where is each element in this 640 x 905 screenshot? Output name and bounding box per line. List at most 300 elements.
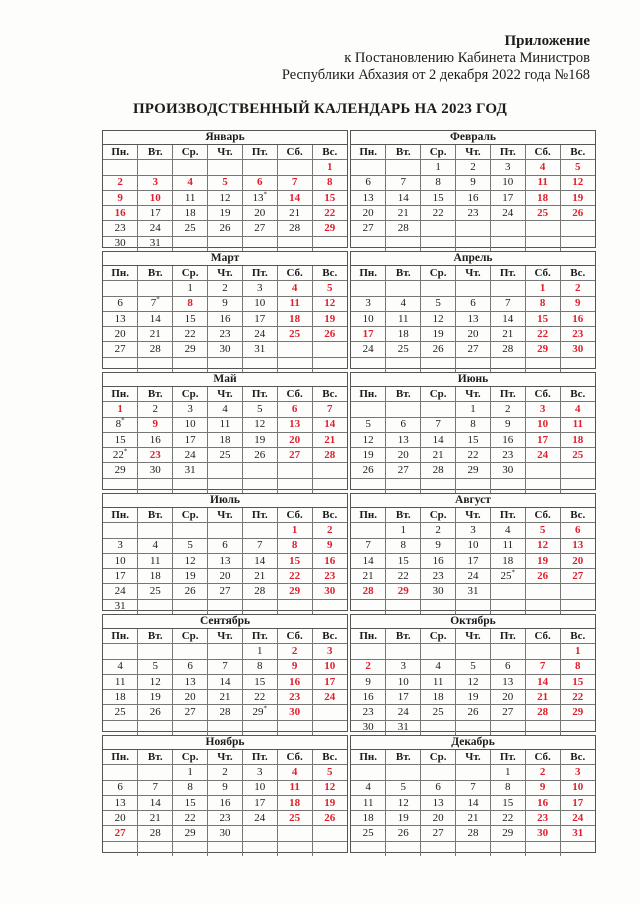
day-cell — [242, 720, 277, 735]
day-cell — [421, 644, 456, 659]
week-row — [103, 780, 347, 795]
day-cell: 18 — [277, 311, 312, 326]
day-cell — [351, 765, 386, 780]
day-cell: 12 — [351, 432, 386, 447]
day-cell: 11 — [277, 296, 312, 311]
day-cell: 2 — [351, 659, 386, 674]
day-cell: 24 — [560, 811, 595, 826]
day-cell: 9 — [103, 190, 138, 205]
day-cell: 31 — [103, 599, 138, 614]
day-cell: 16 — [421, 553, 456, 568]
day-cell: 26 — [456, 705, 491, 720]
day-cell: 13 — [103, 795, 138, 810]
weekday-header: Пн. — [351, 508, 386, 523]
weekday-header: Пн. — [351, 750, 386, 765]
week-row — [103, 765, 347, 780]
day-cell — [386, 765, 421, 780]
day-cell — [312, 826, 347, 841]
day-cell: 8 — [490, 780, 525, 795]
day-cell: 23 — [312, 569, 347, 584]
day-cell: 11 — [103, 674, 138, 689]
day-cell: 28 — [456, 826, 491, 841]
day-cell — [103, 160, 138, 175]
day-cell: 1 — [173, 281, 208, 296]
week-row — [351, 432, 595, 447]
day-cell — [490, 281, 525, 296]
day-cell — [103, 841, 138, 856]
day-cell: 19 — [456, 690, 491, 705]
day-cell: 17 — [456, 553, 491, 568]
week-row — [103, 236, 347, 251]
day-cell — [490, 236, 525, 251]
day-cell: 26 — [138, 705, 173, 720]
weekday-header: Ср. — [421, 508, 456, 523]
day-cell: 16 — [560, 311, 595, 326]
day-cell: 22* — [103, 448, 138, 463]
day-cell — [490, 841, 525, 856]
day-cell: 9 — [312, 538, 347, 553]
weekday-header: Вт. — [386, 387, 421, 402]
day-cell — [242, 523, 277, 538]
week-row — [351, 644, 595, 659]
week-row — [103, 281, 347, 296]
weekday-header: Пн. — [103, 750, 138, 765]
day-cell: 4 — [490, 523, 525, 538]
weekday-header: Ср. — [421, 145, 456, 160]
week-row — [103, 357, 347, 372]
day-cell: 15 — [312, 190, 347, 205]
weekday-header: Вс. — [560, 629, 595, 644]
day-cell: 14 — [312, 417, 347, 432]
day-cell: 19 — [386, 811, 421, 826]
week-row — [103, 826, 347, 841]
day-cell: 18 — [560, 432, 595, 447]
month-table — [351, 266, 595, 372]
day-cell: 19 — [421, 327, 456, 342]
day-cell: 16 — [456, 190, 491, 205]
day-cell — [242, 160, 277, 175]
day-cell — [421, 765, 456, 780]
weekday-header: Чт. — [456, 387, 491, 402]
week-row — [351, 417, 595, 432]
day-cell: 18 — [103, 690, 138, 705]
weekday-header: Пн. — [351, 629, 386, 644]
weekday-header: Вт. — [138, 266, 173, 281]
day-cell: 24 — [242, 811, 277, 826]
day-cell: 24 — [386, 705, 421, 720]
weekday-header-row — [351, 387, 595, 402]
day-cell — [351, 281, 386, 296]
day-cell — [103, 478, 138, 493]
day-cell: 15 — [456, 432, 491, 447]
day-cell: 28 — [312, 448, 347, 463]
day-cell: 5 — [312, 281, 347, 296]
day-cell — [208, 160, 243, 175]
asterisk-mark: * — [263, 189, 268, 198]
day-cell — [138, 765, 173, 780]
weekday-header: Пн. — [351, 387, 386, 402]
day-cell: 8* — [103, 417, 138, 432]
day-cell — [490, 720, 525, 735]
day-cell: 5 — [312, 765, 347, 780]
day-cell — [421, 599, 456, 614]
week-row — [103, 523, 347, 538]
day-cell: 6 — [351, 175, 386, 190]
week-row — [351, 221, 595, 236]
month-block — [102, 251, 348, 369]
day-cell: 13 — [351, 190, 386, 205]
week-row — [351, 523, 595, 538]
day-cell: 14 — [456, 795, 491, 810]
weekday-header: Сб. — [525, 266, 560, 281]
day-cell: 2 — [525, 765, 560, 780]
day-cell — [208, 644, 243, 659]
day-cell: 9 — [490, 417, 525, 432]
day-cell: 13 — [490, 674, 525, 689]
day-cell: 3 — [560, 765, 595, 780]
weekday-header-row — [103, 508, 347, 523]
day-cell — [277, 357, 312, 372]
day-cell: 25 — [386, 342, 421, 357]
day-cell — [138, 599, 173, 614]
day-cell: 21 — [277, 206, 312, 221]
week-row — [103, 569, 347, 584]
day-cell — [386, 402, 421, 417]
day-cell: 27 — [351, 221, 386, 236]
month-table — [351, 145, 595, 251]
day-cell: 20 — [208, 569, 243, 584]
day-cell — [386, 644, 421, 659]
day-cell: 20 — [421, 811, 456, 826]
weekday-header: Пн. — [103, 629, 138, 644]
day-cell: 11 — [560, 417, 595, 432]
day-cell: 12 — [138, 674, 173, 689]
day-cell: 4 — [351, 780, 386, 795]
weekday-header: Чт. — [208, 387, 243, 402]
day-cell: 29 — [386, 584, 421, 599]
day-cell — [277, 463, 312, 478]
week-row — [351, 765, 595, 780]
day-cell: 26 — [242, 448, 277, 463]
day-cell — [560, 221, 595, 236]
day-cell: 22 — [490, 811, 525, 826]
weekday-header: Вт. — [386, 508, 421, 523]
week-row — [103, 841, 347, 856]
day-cell: 4 — [138, 538, 173, 553]
day-cell — [173, 357, 208, 372]
day-cell — [490, 357, 525, 372]
day-cell — [456, 841, 491, 856]
asterisk-mark: * — [123, 447, 128, 456]
day-cell: 4 — [173, 175, 208, 190]
week-row — [351, 342, 595, 357]
weekday-header: Чт. — [456, 266, 491, 281]
day-cell — [490, 478, 525, 493]
week-row — [103, 478, 347, 493]
day-cell — [525, 221, 560, 236]
weekday-header-row — [351, 750, 595, 765]
day-cell: 21 — [312, 432, 347, 447]
week-row — [351, 357, 595, 372]
day-cell: 19 — [312, 311, 347, 326]
day-cell: 4 — [560, 402, 595, 417]
week-row — [103, 175, 347, 190]
day-cell: 3 — [490, 160, 525, 175]
weekday-header: Ср. — [173, 750, 208, 765]
day-cell: 27 — [277, 448, 312, 463]
day-cell — [456, 281, 491, 296]
week-row — [103, 599, 347, 614]
day-cell — [560, 720, 595, 735]
month-name: Январь — [103, 131, 347, 145]
weekday-header: Вс. — [312, 629, 347, 644]
day-cell: 27 — [560, 569, 595, 584]
day-cell: 9 — [456, 175, 491, 190]
day-cell: 18 — [277, 795, 312, 810]
day-cell: 20 — [103, 811, 138, 826]
day-cell: 5 — [351, 417, 386, 432]
weekday-header: Вт. — [386, 750, 421, 765]
weekday-header: Пн. — [103, 266, 138, 281]
day-cell: 21 — [421, 448, 456, 463]
day-cell — [351, 160, 386, 175]
day-cell: 18 — [173, 206, 208, 221]
weekday-header: Сб. — [277, 750, 312, 765]
day-cell — [456, 765, 491, 780]
day-cell: 2 — [103, 175, 138, 190]
day-cell: 2 — [312, 523, 347, 538]
day-cell: 27 — [208, 584, 243, 599]
weekday-header-row — [103, 145, 347, 160]
day-cell: 10 — [525, 417, 560, 432]
day-cell: 7 — [138, 780, 173, 795]
weekday-header: Чт. — [456, 629, 491, 644]
day-cell — [242, 357, 277, 372]
day-cell: 10 — [103, 553, 138, 568]
day-cell: 24 — [103, 584, 138, 599]
day-cell: 17 — [312, 674, 347, 689]
day-cell: 2 — [208, 281, 243, 296]
day-cell: 4 — [277, 281, 312, 296]
day-cell — [173, 841, 208, 856]
month-name: Май — [103, 373, 347, 387]
month-name: Февраль — [351, 131, 595, 145]
day-cell: 25 — [138, 584, 173, 599]
weekday-header: Пт. — [242, 266, 277, 281]
day-cell: 28 — [490, 342, 525, 357]
day-cell: 7 — [312, 402, 347, 417]
day-cell — [525, 599, 560, 614]
day-cell: 19 — [351, 448, 386, 463]
day-cell: 25 — [277, 327, 312, 342]
weekday-header: Вс. — [560, 145, 595, 160]
week-row — [351, 826, 595, 841]
week-row — [351, 553, 595, 568]
day-cell: 21 — [490, 327, 525, 342]
day-cell: 9 — [208, 780, 243, 795]
weekday-header: Чт. — [208, 508, 243, 523]
month-name: Август — [351, 494, 595, 508]
day-cell — [525, 357, 560, 372]
day-cell: 23 — [208, 327, 243, 342]
day-cell: 18 — [525, 190, 560, 205]
appendix-line-1: к Постановлению Кабинета Министров — [344, 50, 590, 66]
day-cell — [312, 705, 347, 720]
day-cell: 3 — [242, 281, 277, 296]
day-cell — [456, 644, 491, 659]
day-cell: 22 — [277, 569, 312, 584]
weekday-header: Сб. — [525, 508, 560, 523]
day-cell — [138, 478, 173, 493]
week-row — [103, 795, 347, 810]
day-cell: 26 — [312, 811, 347, 826]
day-cell: 3 — [242, 765, 277, 780]
day-cell: 29 — [173, 342, 208, 357]
day-cell: 21 — [386, 206, 421, 221]
day-cell: 6 — [208, 538, 243, 553]
day-cell — [277, 720, 312, 735]
day-cell: 4 — [386, 296, 421, 311]
day-cell — [103, 765, 138, 780]
day-cell: 20 — [277, 432, 312, 447]
day-cell: 26 — [421, 342, 456, 357]
day-cell: 29* — [242, 705, 277, 720]
weekday-header: Вс. — [312, 145, 347, 160]
day-cell — [242, 478, 277, 493]
weekday-header: Вс. — [560, 387, 595, 402]
day-cell: 1 — [490, 765, 525, 780]
weekday-header: Ср. — [421, 750, 456, 765]
day-cell: 13 — [173, 674, 208, 689]
week-row — [351, 674, 595, 689]
weekday-header: Ср. — [421, 387, 456, 402]
day-cell: 25 — [173, 221, 208, 236]
day-cell: 23 — [351, 705, 386, 720]
day-cell: 22 — [421, 206, 456, 221]
day-cell: 8 — [312, 175, 347, 190]
day-cell: 30 — [560, 342, 595, 357]
month-name: Октябрь — [351, 615, 595, 629]
week-row — [351, 478, 595, 493]
day-cell: 18 — [208, 432, 243, 447]
page-title: ПРОИЗВОДСТВЕННЫЙ КАЛЕНДАРЬ НА 2023 ГОД — [132, 101, 508, 117]
day-cell — [560, 841, 595, 856]
day-cell: 7* — [138, 296, 173, 311]
day-cell — [456, 357, 491, 372]
day-cell: 14 — [138, 795, 173, 810]
weekday-header: Вс. — [560, 750, 595, 765]
day-cell: 4 — [103, 659, 138, 674]
weekday-header: Пн. — [103, 145, 138, 160]
day-cell: 30 — [208, 342, 243, 357]
week-row — [103, 327, 347, 342]
day-cell — [386, 599, 421, 614]
week-row — [103, 553, 347, 568]
month-block — [102, 493, 348, 611]
day-cell: 29 — [173, 826, 208, 841]
weekday-header: Вт. — [138, 629, 173, 644]
day-cell: 6 — [173, 659, 208, 674]
day-cell: 21 — [208, 690, 243, 705]
month-block — [102, 372, 348, 490]
day-cell — [525, 478, 560, 493]
month-table — [103, 266, 347, 372]
day-cell: 5 — [386, 780, 421, 795]
day-cell: 21 — [242, 569, 277, 584]
day-cell — [103, 644, 138, 659]
day-cell — [525, 644, 560, 659]
day-cell: 27 — [242, 221, 277, 236]
day-cell: 16 — [138, 432, 173, 447]
day-cell — [277, 342, 312, 357]
day-cell: 31 — [560, 826, 595, 841]
day-cell — [103, 357, 138, 372]
day-cell: 8 — [277, 538, 312, 553]
weekday-header: Вс. — [312, 750, 347, 765]
day-cell — [277, 160, 312, 175]
day-cell: 6 — [490, 659, 525, 674]
day-cell — [351, 357, 386, 372]
day-cell: 25 — [421, 705, 456, 720]
day-cell: 11 — [386, 311, 421, 326]
weekday-header: Вс. — [312, 508, 347, 523]
day-cell: 16 — [208, 311, 243, 326]
day-cell — [351, 478, 386, 493]
weekday-header: Пт. — [490, 387, 525, 402]
day-cell — [208, 236, 243, 251]
week-row — [351, 448, 595, 463]
asterisk-mark: * — [156, 295, 160, 304]
week-row — [103, 584, 347, 599]
asterisk-mark: * — [511, 568, 516, 577]
week-row — [351, 538, 595, 553]
day-cell: 16 — [312, 553, 347, 568]
day-cell: 27 — [490, 705, 525, 720]
day-cell: 6 — [242, 175, 277, 190]
day-cell: 9 — [351, 674, 386, 689]
day-cell — [456, 599, 491, 614]
day-cell: 2 — [490, 402, 525, 417]
day-cell — [386, 841, 421, 856]
day-cell: 26 — [173, 584, 208, 599]
day-cell: 12 — [421, 311, 456, 326]
day-cell: 18 — [138, 569, 173, 584]
day-cell: 23 — [525, 811, 560, 826]
day-cell — [173, 523, 208, 538]
day-cell: 10 — [351, 311, 386, 326]
week-row — [351, 236, 595, 251]
weekday-header: Чт. — [208, 266, 243, 281]
weekday-header: Чт. — [456, 750, 491, 765]
day-cell: 8 — [242, 659, 277, 674]
weekday-header: Сб. — [277, 145, 312, 160]
day-cell — [208, 599, 243, 614]
day-cell: 24 — [242, 327, 277, 342]
day-cell: 3 — [351, 296, 386, 311]
weekday-header-row — [351, 629, 595, 644]
day-cell — [312, 236, 347, 251]
day-cell: 4 — [421, 659, 456, 674]
day-cell: 26 — [312, 327, 347, 342]
day-cell — [242, 841, 277, 856]
day-cell: 9 — [525, 780, 560, 795]
day-cell: 30 — [490, 463, 525, 478]
day-cell: 19 — [242, 432, 277, 447]
day-cell: 13 — [456, 311, 491, 326]
day-cell: 15 — [560, 674, 595, 689]
day-cell: 22 — [173, 327, 208, 342]
day-cell: 6 — [456, 296, 491, 311]
